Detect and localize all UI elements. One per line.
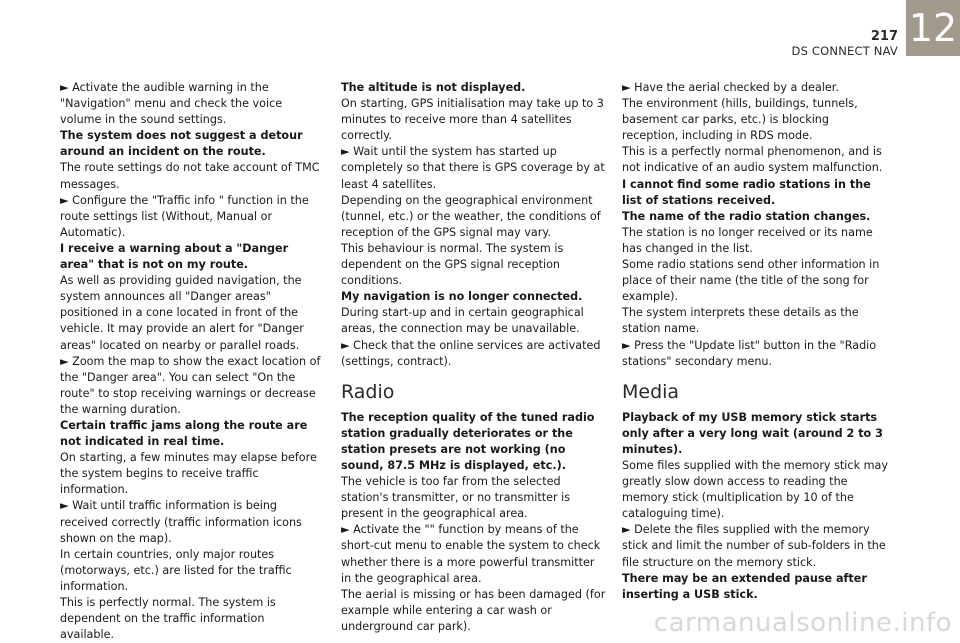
paragraph: During start-up and in certain geographical areas, the connection may be unavailable.: [341, 306, 584, 336]
question-heading: The system does not suggest a detour around an incident on the route.: [60, 129, 303, 159]
question-heading: There may be an extended pause after inserting a USB stick.: [622, 571, 867, 601]
question-heading: The name of the radio station changes.: [622, 209, 871, 223]
paragraph: Some files supplied with the memory stick may greatly slow down access to reading the memory stick (multiplication by 10 of the cataloguing time).: [622, 458, 888, 521]
section-heading: Media: [622, 380, 680, 403]
paragraph: This is perfectly normal. The system is dependent on the traffic information available.: [60, 596, 276, 642]
column-left: [60, 80, 322, 643]
paragraph: This is a perfectly normal phenomenon, and is not indicative of an audio system malfunction.: [622, 145, 883, 175]
question-heading: I cannot find some radio stations in the list of stations received.: [622, 177, 871, 207]
paragraph: On starting, a few minutes may elapse before the system begins to receive traffic information.: [60, 451, 317, 497]
column-right: [622, 80, 888, 603]
question-heading: The altitude is not displayed.: [341, 81, 526, 94]
paragraph: ► Wait until traffic information is being received correctly (traffic information icons shown on the map).: [60, 499, 302, 545]
question-heading: Playback of my USB memory stick starts only after a very long wait (around 2 to 3 minutes).: [622, 410, 883, 456]
paragraph: The station is no longer received or its name has changed in the list.: [622, 225, 873, 255]
paragraph: As well as providing guided navigation, the system announces all "Danger areas" positioned in a cone located in front of the vehicle. It may provide an alert for "Danger areas" located on nearby or parallel roads.: [60, 274, 304, 352]
question-heading: The reception quality of the tuned radio station gradually deteriorates or the station presets are not working (no sound, 87.5 MHz is displayed, etc.).: [341, 410, 595, 472]
paragraph: ► Configure the "Traffic info " function in the route settings list (Without, Manual or Automatic).: [60, 193, 309, 239]
question-heading: I receive a warning about a "Danger area" that is not on my route.: [60, 241, 289, 272]
paragraph: The aerial is missing or has been damaged (for example while entering a car wash or underground car park).: [341, 587, 606, 633]
paragraph: Some radio stations send other information in place of their name (the title of the song for example).: [622, 258, 880, 304]
paragraph: ► Wait until the system has started up completely so that there is GPS coverage by at least 4 satellites.: [341, 145, 605, 191]
paragraph: On starting, GPS initialisation may take up to 3 minutes to receive more than 4 satellites correctly.: [341, 97, 604, 143]
column-middle: [341, 80, 606, 635]
paragraph: The route settings do not take account of TMC messages.: [60, 161, 320, 191]
paragraph: ► Activate the audible warning in the "Navigation" menu and check the voice volume in the sound settings.: [60, 81, 283, 127]
paragraph: Depending on the geographical environment (tunnel, etc.) or the weather, the conditions of reception of the GPS signal may vary.: [341, 193, 601, 239]
paragraph: The vehicle is too far from the selected station's transmitter, or no transmitter is present in the geographical area.: [341, 475, 571, 521]
paragraph: ► Check that the online services are activated (settings, contract).: [341, 338, 601, 368]
chapter-tab: 12: [906, 0, 960, 56]
question-heading: My navigation is no longer connected.: [341, 290, 583, 304]
paragraph: ► Have the aerial checked by a dealer.: [622, 81, 839, 94]
question-heading: Certain traffic jams along the route are not indicated in real time.: [60, 418, 308, 449]
paragraph: The system interprets these details as the station name.: [622, 306, 859, 336]
section-heading: Radio: [341, 380, 395, 403]
paragraph: In certain countries, only major routes (motorways, etc.) are listed for the traffic information.: [60, 547, 292, 593]
paragraph: This behaviour is normal. The system is dependent on the GPS signal reception conditions.: [341, 241, 564, 288]
watermark: carmanualsonline.info: [653, 608, 952, 638]
paragraph: The environment (hills, buildings, tunnels, basement car parks, etc.) is blocking reception, including in RDS mode.: [622, 97, 858, 143]
paragraph: ► Delete the files supplied with the memory stick and limit the number of sub-folders in the file structure on the memory stick.: [622, 523, 886, 569]
paragraph: ► Activate the "" function by means of the short-cut menu to enable the system to check whether there is a more powerful transmitter in the geographical area.: [341, 523, 601, 585]
page-number: 217: [870, 29, 898, 44]
section-title: DS CONNECT NAV: [791, 44, 898, 58]
paragraph: ► Zoom the map to show the exact location of the "Danger area". You can select "On the route" to stop receiving warnings or decrease the warning duration.: [60, 354, 321, 416]
paragraph: ► Press the "Update list" button in the "Radio stations" secondary menu.: [622, 338, 877, 368]
